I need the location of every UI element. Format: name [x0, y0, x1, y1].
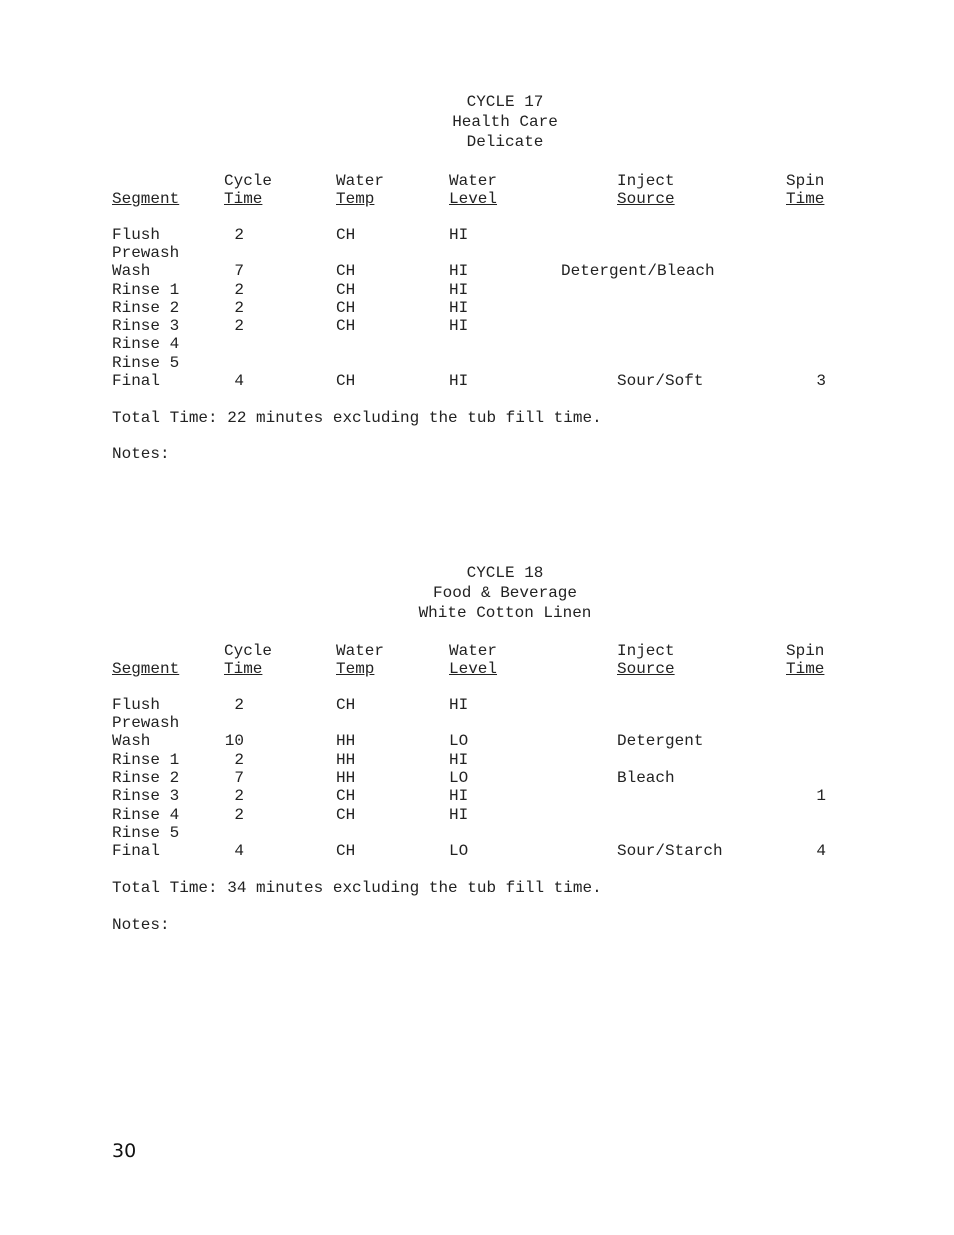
header-water-temp-1: Water [336, 172, 385, 190]
segment-cell: Prewash [112, 244, 180, 262]
cycle-title-line: Delicate [466, 133, 544, 151]
cycle-18-title [0, 563, 954, 623]
temp-cell: CH [336, 372, 356, 390]
level-cell: HI [449, 806, 469, 824]
header-cycle-time-2: Time [224, 660, 263, 678]
segment-cell: Wash [112, 262, 151, 280]
spin-cell: 1 [816, 787, 826, 805]
temp-cell: CH [336, 262, 356, 280]
segment-cell: Rinse 4 [112, 806, 180, 824]
header-cycle-time-1: Cycle [224, 172, 273, 190]
level-cell: HI [449, 696, 469, 714]
header-water-temp-1: Water [336, 642, 385, 660]
total-time: Total Time: 34 minutes excluding the tub fill time. [112, 879, 602, 897]
segment-cell: Rinse 5 [112, 824, 180, 842]
segment-cell: Wash [112, 732, 151, 750]
segment-cell: Final [112, 372, 161, 390]
level-cell: HI [449, 372, 469, 390]
cycle-title-line: CYCLE 17 [466, 93, 544, 111]
time-cell: 7 [234, 769, 244, 787]
temp-cell: CH [336, 281, 356, 299]
segment-cell: Flush [112, 696, 161, 714]
time-cell: 10 [224, 732, 244, 750]
segment-cell: Rinse 5 [112, 354, 180, 372]
time-cell: 2 [234, 226, 244, 244]
header-inject-source-2: Source [617, 660, 675, 678]
inject-cell: Detergent [617, 732, 704, 750]
header-spin-time-1: Spin [786, 642, 825, 660]
inject-cell: Sour/Soft [617, 372, 704, 390]
time-cell: 7 [234, 262, 244, 280]
header-spin-time-2: Time [786, 190, 825, 208]
level-cell: LO [449, 732, 469, 750]
cycle-title-line: White Cotton Linen [418, 604, 592, 622]
inject-cell: Detergent/Bleach [561, 262, 715, 280]
segment-cell: Rinse 1 [112, 281, 180, 299]
time-cell: 2 [234, 317, 244, 335]
time-cell: 4 [234, 372, 244, 390]
header-water-temp-2: Temp [336, 190, 375, 208]
segment-cell: Rinse 2 [112, 299, 180, 317]
header-spin-time-2: Time [786, 660, 825, 678]
cycle-title-line: CYCLE 18 [466, 564, 544, 582]
header-water-temp-2: Temp [336, 660, 375, 678]
temp-cell: HH [336, 732, 356, 750]
header-water-level-1: Water [449, 642, 498, 660]
header-spin-time-1: Spin [786, 172, 825, 190]
segment-cell: Rinse 3 [112, 787, 180, 805]
page-number: 30 [112, 1140, 137, 1162]
header-segment: Segment [112, 660, 180, 678]
header-cycle-time-2: Time [224, 190, 263, 208]
header-inject-source-1: Inject [617, 172, 675, 190]
level-cell: HI [449, 281, 469, 299]
temp-cell: HH [336, 769, 356, 787]
segment-cell: Prewash [112, 714, 180, 732]
temp-cell: CH [336, 226, 356, 244]
level-cell: HI [449, 317, 469, 335]
header-water-level-2: Level [449, 190, 498, 208]
time-cell: 4 [234, 842, 244, 860]
header-inject-source-1: Inject [617, 642, 675, 660]
level-cell: LO [449, 769, 469, 787]
level-cell: HI [449, 226, 469, 244]
temp-cell: CH [336, 842, 356, 860]
notes-label: Notes: [112, 916, 170, 934]
header-water-level-1: Water [449, 172, 498, 190]
level-cell: HI [449, 787, 469, 805]
temp-cell: CH [336, 696, 356, 714]
segment-cell: Flush [112, 226, 161, 244]
level-cell: HI [449, 299, 469, 317]
segment-cell: Rinse 1 [112, 751, 180, 769]
header-segment: Segment [112, 190, 180, 208]
cycle-title-line: Food & Beverage [432, 584, 578, 602]
time-cell: 2 [234, 787, 244, 805]
inject-cell: Bleach [617, 769, 675, 787]
segment-cell: Rinse 2 [112, 769, 180, 787]
time-cell: 2 [234, 696, 244, 714]
header-water-level-2: Level [449, 660, 498, 678]
level-cell: LO [449, 842, 469, 860]
header-cycle-time-1: Cycle [224, 642, 273, 660]
time-cell: 2 [234, 299, 244, 317]
time-cell: 2 [234, 806, 244, 824]
temp-cell: CH [336, 317, 356, 335]
header-inject-source-2: Source [617, 190, 675, 208]
segment-cell: Final [112, 842, 161, 860]
spin-cell: 3 [816, 372, 826, 390]
segment-cell: Rinse 4 [112, 335, 180, 353]
time-cell: 2 [234, 751, 244, 769]
spin-cell: 4 [816, 842, 826, 860]
cycle-title-line: Health Care [452, 113, 558, 131]
notes-label: Notes: [112, 445, 170, 463]
temp-cell: CH [336, 806, 356, 824]
time-cell: 2 [234, 281, 244, 299]
inject-cell: Sour/Starch [617, 842, 723, 860]
temp-cell: CH [336, 787, 356, 805]
cycle-17-title [0, 92, 954, 152]
temp-cell: CH [336, 299, 356, 317]
level-cell: HI [449, 751, 469, 769]
segment-cell: Rinse 3 [112, 317, 180, 335]
level-cell: HI [449, 262, 469, 280]
total-time: Total Time: 22 minutes excluding the tub fill time. [112, 409, 602, 427]
temp-cell: HH [336, 751, 356, 769]
